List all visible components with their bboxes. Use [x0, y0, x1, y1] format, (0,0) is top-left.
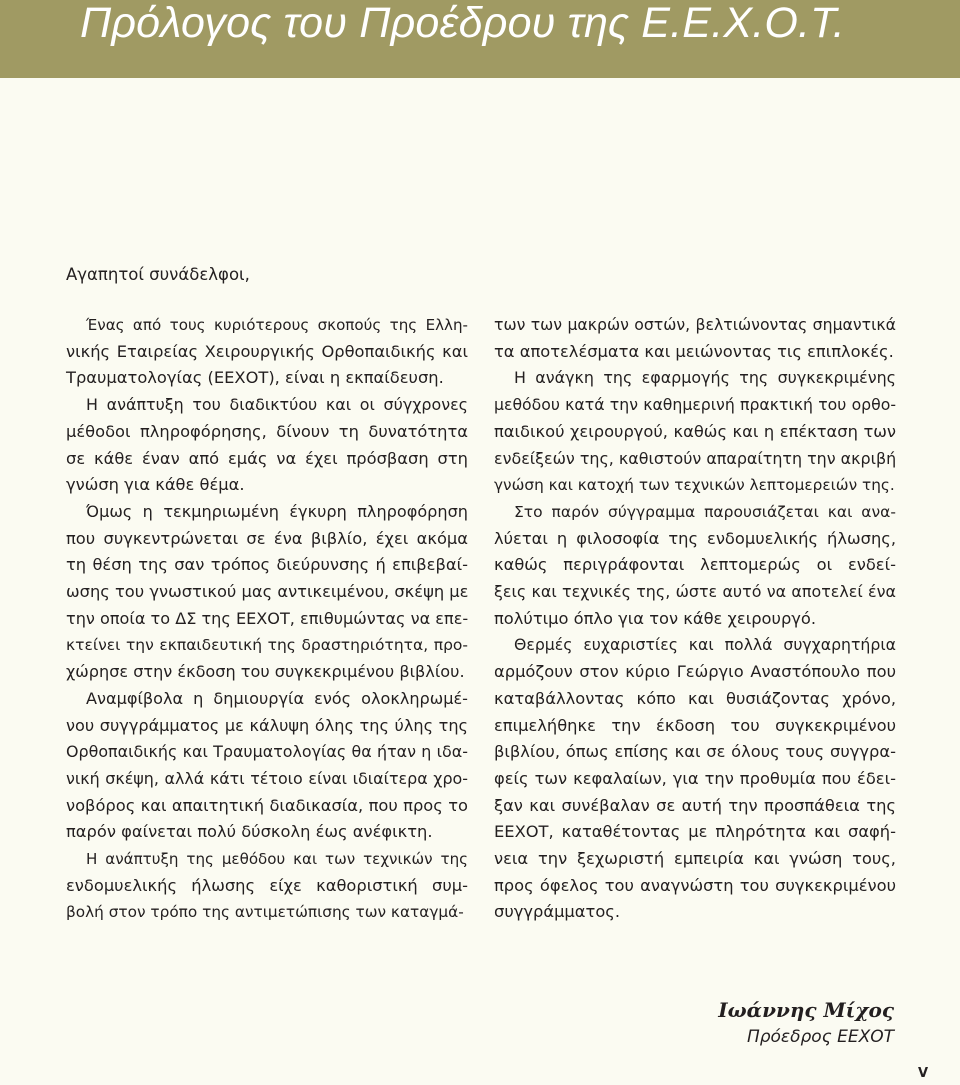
text-line: Τραυματολογίας (ΕΕΧΟΤ), είναι η εκπαίδευση.: [66, 368, 444, 388]
text-line: χώρησε στην έκδοση του συγκεκριμένου βιβλίου.: [66, 662, 465, 682]
text-line: βιβλίου, όπως επίσης και σε όλους τους συγγρα-: [494, 742, 896, 762]
text-line: μέθοδοι πληροφόρησης, δίνουν τη δυνατότητα: [66, 421, 468, 441]
paragraph: [66, 392, 468, 499]
paragraph: [66, 846, 468, 926]
text-line: νικής Εταιρείας Χειρουργικής Ορθοπαιδικής και: [66, 341, 468, 361]
left-column: [66, 312, 468, 926]
paragraph: [494, 365, 896, 499]
text-line: ενδείξεών της, καθιστούν απαραίτητη την ακριβή: [494, 448, 897, 468]
text-line: τα αποτελέσματα και μειώνοντας τις επιπλοκές.: [494, 341, 894, 361]
text-line: παιδικού χειρουργού, καθώς και η επέκταση των: [494, 421, 896, 441]
text-line: συγγράμματος.: [494, 902, 621, 922]
right-column: [494, 312, 896, 926]
text-line: καταβάλλοντας κόπο και θυσιάζοντας χρόνο,: [494, 688, 896, 708]
text-line: νου συγγράμματος με κάλυψη όλης της ύλης της: [66, 715, 468, 735]
text-line: που συγκεντρώνεται σε ένα βιβλίο, έχει ακόμα: [66, 528, 468, 548]
paragraph: [494, 632, 896, 926]
signature-name: Ιωάννης Μίχος: [718, 998, 894, 1022]
text-line: Η ανάπτυξη της μεθόδου και των τεχνικών της: [86, 850, 468, 869]
paragraph: [494, 499, 896, 633]
text-line: κτείνει την εκπαιδευτική της δραστηριότητα, προ-: [66, 636, 468, 655]
text-line: πολύτιμο όπλο για τον κάθε χειρουργό.: [494, 608, 817, 628]
text-line: ξεις και τεχνικές της, ώστε αυτό να αποτελεί ένα: [494, 582, 896, 602]
header-band: [0, 0, 960, 78]
text-line: μεθόδου κατά την καθημερινή πρακτική του ορθο-: [494, 395, 896, 415]
text-line: ενδομυελικής ήλωσης είχε καθοριστική συμ-: [66, 875, 468, 895]
text-line: Όμως η τεκμηριωμένη έγκυρη πληροφόρηση: [86, 501, 468, 521]
text-line: νεια την ξεχωριστή εμπειρία και γνώση τους,: [494, 849, 896, 869]
text-line: αρμόζουν στον κύριο Γεώργιο Αναστόπουλο που: [494, 662, 896, 682]
text-line: τη θέση της σαν τρόπος διεύρυνσης ή επιβεβαί-: [66, 555, 468, 575]
text-line: φείς των κεφαλαίων, για την προθυμία που έδει-: [494, 768, 896, 788]
text-line: γνώση για κάθε θέμα.: [66, 475, 245, 495]
text-line: λύεται η φιλοσοφία της ενδομυελικής ήλωσης,: [494, 528, 896, 548]
page-number: V: [917, 1066, 928, 1081]
text-line: παρόν φαίνεται πολύ δύσκολη έως ανέφικτη.: [66, 822, 433, 842]
text-line: την οποία το ΔΣ της ΕΕΧΟΤ, επιθυμώντας να επε-: [66, 608, 469, 628]
text-line: ξαν και συνέβαλαν σε αυτή την προσπάθεια της: [494, 795, 896, 815]
text-line: Θερμές ευχαριστίες και πολλά συγχαρητήρια: [514, 635, 896, 655]
text-line: νοβόρος και απαιτητική διαδικασία, που προς το: [66, 795, 468, 815]
paragraph: [494, 312, 896, 365]
text-line: των των μακρών οστών, βελτιώνοντας σημαντικά: [494, 315, 896, 334]
text-line: σε κάθε έναν από εμάς να έχει πρόσβαση στη: [66, 448, 468, 468]
signature: [718, 996, 894, 1050]
text-line: προς όφελος του αναγνώστη του συγκεκριμένου: [494, 875, 896, 895]
text-line: Ένας από τους κυριότερους σκοπούς της Ελλη-: [86, 316, 468, 334]
text-line: καθώς περιγράφονται λεπτομερώς οι ενδεί-: [494, 555, 896, 575]
text-line: βολή στον τρόπο της αντιμετώπισης των καταγμά-: [66, 903, 464, 922]
text-line: Η ανάγκη της εφαρμογής της συγκεκριμένης: [514, 368, 896, 388]
text-line: ωσης του γνωστικού μας αντικειμένου, σκέψη με: [66, 582, 469, 602]
paragraph: [66, 499, 468, 686]
text-line: ΕΕΧΟΤ, καταθέτοντας με πληρότητα και σαφή-: [494, 822, 896, 842]
text-line: Αναμφίβολα η δημιουργία ενός ολοκληρωμέ-: [86, 688, 468, 708]
text-line: επιμελήθηκε την έκδοση του συγκεκριμένου: [494, 715, 896, 735]
text-line: Ορθοπαιδικής και Τραυματολογίας θα ήταν η ιδα-: [66, 742, 468, 762]
salutation: Αγαπητοί συνάδελφοι,: [66, 265, 250, 284]
paragraph: [66, 686, 468, 846]
page-title: Πρόλογος του Προέδρου της Ε.Ε.Χ.Ο.Τ.: [80, 0, 845, 47]
paragraph: [66, 312, 468, 392]
text-line: Στο παρόν σύγγραμμα παρουσιάζεται και ανα-: [514, 502, 896, 521]
text-line: νική σκέψη, αλλά κάτι τέτοιο είναι ιδιαίτερα χρο-: [66, 768, 468, 788]
text-line: γνώση και κατοχή των τεχνικών λεπτομερειών της.: [494, 476, 895, 495]
text-line: Η ανάπτυξη του διαδικτύου και οι σύγχρονες: [86, 395, 468, 415]
signature-role: Πρόεδρος ΕΕΧΟΤ: [746, 1027, 894, 1047]
